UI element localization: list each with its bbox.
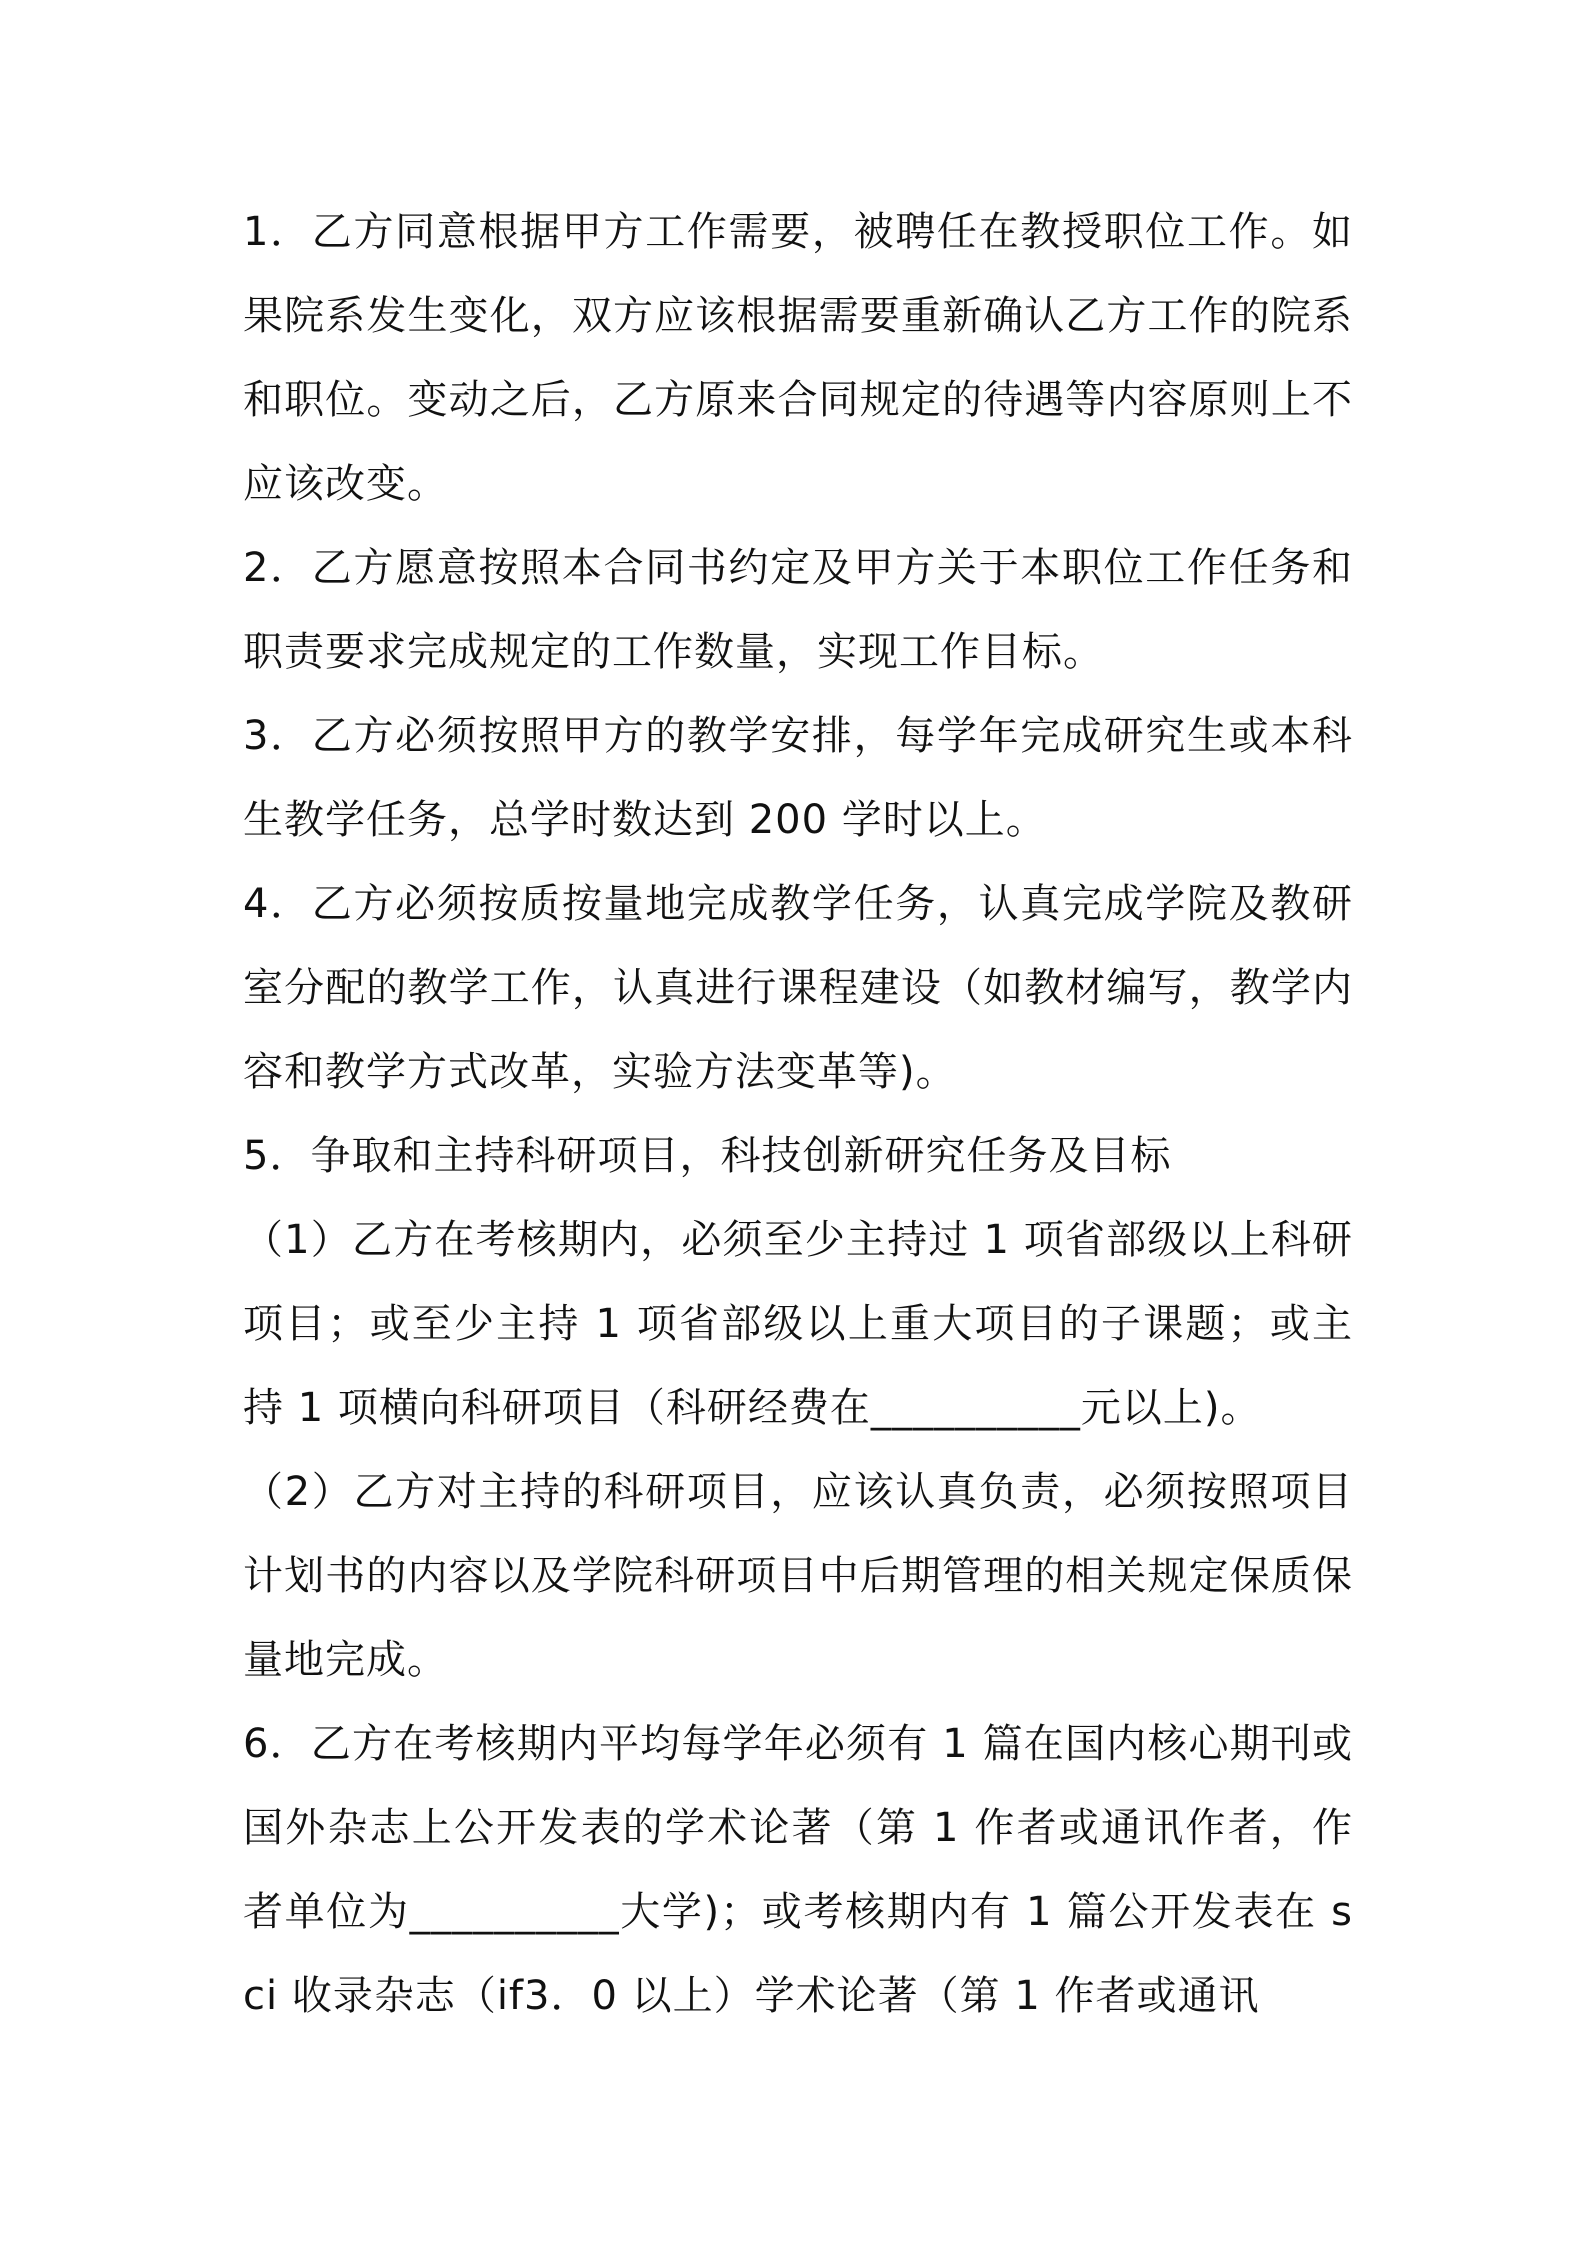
paragraph-5-2: （2）乙方对主持的科研项目，应该认真负责，必须按照项目计划书的内容以及学院科研项目中后期管理的相关规定保质保量地完成。	[243, 1469, 1353, 1683]
paragraph-5-1: （1）乙方在考核期内，必须至少主持过 1 项省部级以上科研项目；或至少主持 1 项省部级以上重大项目的子课题；或主持 1 项横向科研项目（科研经费在__________元以上)。	[243, 1217, 1353, 1431]
document-body	[243, 190, 1353, 2038]
paragraph-5: 5．争取和主持科研项目，科技创新研究任务及目标	[243, 1133, 1172, 1179]
paragraph-1: 1．乙方同意根据甲方工作需要，被聘任在教授职位工作。如果院系发生变化，双方应该根据需要重新确认乙方工作的院系和职位。变动之后，乙方原来合同规定的待遇等内容原则上不应该改变。	[243, 209, 1353, 507]
paragraph-4: 4．乙方必须按质按量地完成教学任务，认真完成学院及教研室分配的教学工作，认真进行课程建设（如教材编写，教学内容和教学方式改革，实验方法变革等)。	[243, 881, 1353, 1095]
paragraph-3: 3．乙方必须按照甲方的教学安排，每学年完成研究生或本科生教学任务，总学时数达到 200 学时以上。	[243, 713, 1353, 843]
paragraph-2: 2．乙方愿意按照本合同书约定及甲方关于本职位工作任务和职责要求完成规定的工作数量，实现工作目标。	[243, 545, 1353, 675]
paragraph-6: 6．乙方在考核期内平均每学年必须有 1 篇在国内核心期刊或国外杂志上公开发表的学术论著（第 1 作者或通讯作者，作者单位为__________大学)；或考核期内有 1 篇公开发表在 sci 收录杂志（if3．0 以上）学术论著（第 1 作者或通讯	[243, 1721, 1353, 2019]
